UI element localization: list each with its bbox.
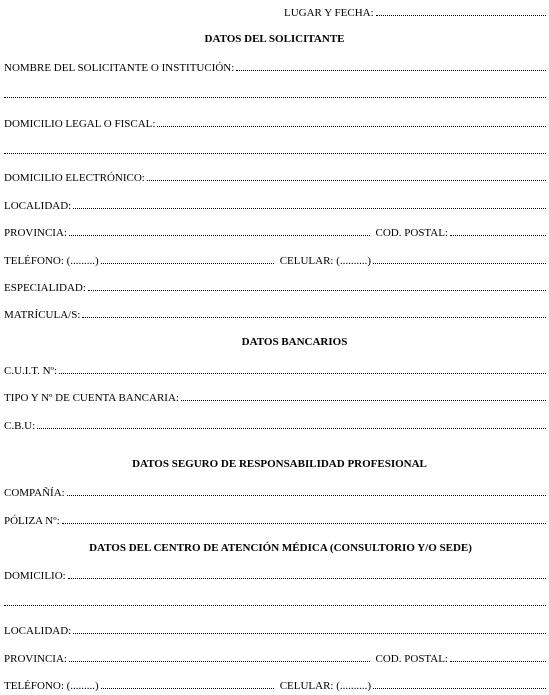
cuit-row <box>4 364 546 378</box>
provincia-field[interactable] <box>69 226 370 236</box>
localidad-field[interactable] <box>73 199 546 209</box>
domicilio-electronico-label: DOMICILIO ELECTRÓNICO: <box>4 172 145 184</box>
matricula-label: MATRÍCULA/S: <box>4 309 81 321</box>
matricula-row <box>4 308 546 322</box>
centro-cod-postal-label: COD. POSTAL: <box>375 653 448 665</box>
provincia-row <box>4 226 546 240</box>
domicilio-legal-field-continuation[interactable] <box>4 152 546 154</box>
centro-telefono-row <box>4 679 546 693</box>
telefono-label: TELÉFONO: (.........) <box>4 255 99 267</box>
telefono-field[interactable] <box>101 254 274 264</box>
domicilio-electronico-field[interactable] <box>147 171 546 181</box>
lugar-fecha-row <box>284 6 546 20</box>
domicilio-field-continuation[interactable] <box>4 604 546 606</box>
lugar-fecha-field[interactable] <box>376 6 546 16</box>
domicilio-field[interactable] <box>68 569 546 579</box>
nombre-label: NOMBRE DEL SOLICITANTE O INSTITUCIÓN: <box>4 62 235 74</box>
celular-field[interactable] <box>373 254 546 264</box>
cbu-label: C.B.U: <box>4 420 36 432</box>
cod-postal-label: COD. POSTAL: <box>375 227 448 239</box>
especialidad-row <box>4 281 546 295</box>
cod-postal-field[interactable] <box>450 226 546 236</box>
centro-localidad-row <box>4 624 546 638</box>
cuenta-row <box>4 391 546 405</box>
compania-label: COMPAÑÍA: <box>4 487 65 499</box>
cbu-row <box>4 419 546 433</box>
nombre-row <box>4 61 546 75</box>
section-seguro-heading: DATOS SEGURO DE RESPONSABILIDAD PROFESIONAL <box>132 458 427 470</box>
centro-provincia-label: PROVINCIA: <box>4 653 67 665</box>
especialidad-label: ESPECIALIDAD: <box>4 282 86 294</box>
centro-celular-label: CELULAR: (..........) <box>279 680 372 692</box>
centro-cod-postal-field[interactable] <box>450 652 546 662</box>
especialidad-field[interactable] <box>88 281 546 291</box>
domicilio-legal-row <box>4 117 546 131</box>
provincia-label: PROVINCIA: <box>4 227 67 239</box>
celular-label: CELULAR: (..........) <box>279 255 372 267</box>
cuit-label: C.U.I.T. Nº: <box>4 365 58 377</box>
domicilio-row <box>4 569 546 583</box>
nombre-field-continuation[interactable] <box>4 96 546 98</box>
centro-celular-field[interactable] <box>373 679 546 689</box>
localidad-row <box>4 199 546 213</box>
telefono-row <box>4 254 546 268</box>
section-centro-heading: DATOS DEL CENTRO DE ATENCIÓN MÉDICA (CONSULTORIO Y/O SEDE) <box>89 542 472 554</box>
centro-provincia-row <box>4 652 546 666</box>
poliza-label: PÓLIZA Nº: <box>4 515 60 527</box>
domicilio-legal-field[interactable] <box>157 117 546 127</box>
lugar-fecha-label: LUGAR Y FECHA: <box>284 7 374 19</box>
poliza-row <box>4 514 546 528</box>
centro-localidad-label: LOCALIDAD: <box>4 625 72 637</box>
centro-localidad-field[interactable] <box>73 624 546 634</box>
domicilio-label: DOMICILIO: <box>4 570 66 582</box>
section-bancarios-heading: DATOS BANCARIOS <box>241 336 348 348</box>
cuenta-label: TIPO Y Nº DE CUENTA BANCARIA: <box>4 392 179 404</box>
nombre-field[interactable] <box>236 61 546 71</box>
centro-telefono-field[interactable] <box>101 679 274 689</box>
compania-field[interactable] <box>67 486 546 496</box>
matricula-field[interactable] <box>82 308 546 318</box>
localidad-label: LOCALIDAD: <box>4 200 72 212</box>
cuenta-field[interactable] <box>181 391 546 401</box>
cbu-field[interactable] <box>37 419 546 429</box>
compania-row <box>4 486 546 500</box>
domicilio-electronico-row <box>4 171 546 185</box>
poliza-field[interactable] <box>62 514 546 524</box>
cuit-field[interactable] <box>59 364 546 374</box>
centro-provincia-field[interactable] <box>69 652 370 662</box>
centro-telefono-label: TELÉFONO: (.........) <box>4 680 99 692</box>
domicilio-legal-label: DOMICILIO LEGAL O FISCAL: <box>4 118 156 130</box>
section-solicitante-heading: DATOS DEL SOLICITANTE <box>204 33 345 45</box>
